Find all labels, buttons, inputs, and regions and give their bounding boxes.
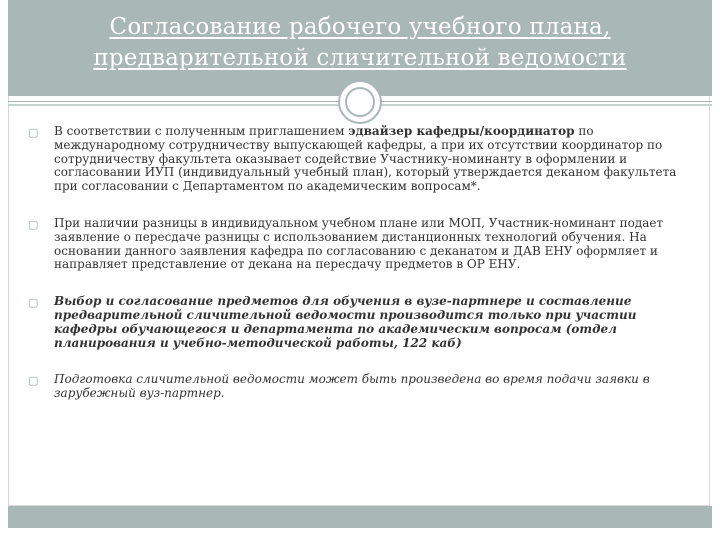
title-line-1: Согласование рабочего учебного плана, <box>109 14 611 40</box>
circle-ornament-icon <box>338 80 382 124</box>
slide-title <box>0 12 720 74</box>
item-text: Выбор и согласование предметов для обучения в вузе-партнере и составление предварительной сличительной ведомости производится только при участии кафедры обучающегося и департамента по академическим вопросам (отдел планирования и учебно-методической работы, 122 каб) <box>54 294 637 350</box>
list-item-preparation <box>28 373 700 401</box>
square-bullet-icon: ▢ <box>28 217 39 231</box>
list-item-difference <box>28 217 700 272</box>
square-bullet-icon: ▢ <box>28 296 39 310</box>
square-bullet-icon: ▢ <box>28 126 39 139</box>
item-text: Подготовка сличительной ведомости может быть произведена во время подачи заявки в зарубежный вуз-партнер. <box>54 372 650 401</box>
bullet-list <box>28 125 700 424</box>
item-text-emphasis: эдвайзер кафедры/координатор <box>348 124 575 138</box>
title-line-2: предварительной сличительной ведомости <box>93 45 627 71</box>
square-bullet-icon: ▢ <box>28 374 39 388</box>
item-text-pre: В соответствии с полученным приглашением <box>54 124 349 138</box>
item-text: При наличии разницы в индивидуальном учебном плане или МОП, Участник-номинант подает заявление о пересдаче разницы с использованием дистанционных технологий обучения. На основании данного заявления кафедра по согласованию с деканатом и ДАВ ЕНУ оформляет и направляет представление от декана на пересдачу предметов в ОР ЕНУ. <box>54 215 664 272</box>
list-item-advisor <box>28 125 700 194</box>
footer-band <box>8 506 712 528</box>
item-text-post: по международному сотрудничеству выпускающей кафедры, а при их отсутствии координатор по сотрудничеству факультета оказывает содействие Участнику-номинанту в оформлении и согласовании ИУП (индивидуальный учебный план), который утверждается деканом факультета при согласовании с Департаментом по академическим вопросам*. <box>54 124 677 194</box>
list-item-subject-selection <box>28 295 700 350</box>
